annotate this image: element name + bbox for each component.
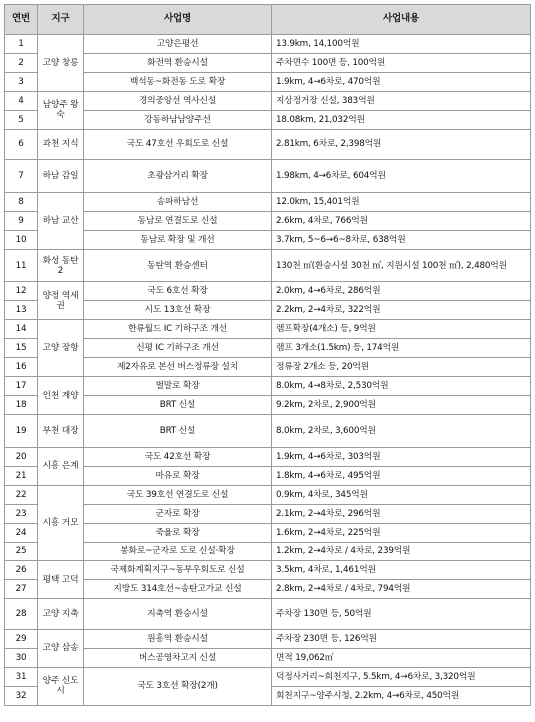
table-row xyxy=(5,667,531,686)
table-row xyxy=(5,542,531,561)
project-content-cell: 1.8km, 4→6차로, 495억원 xyxy=(272,466,531,485)
table-row xyxy=(5,339,531,358)
project-content-cell: 1.9km, 4→6차로, 470억원 xyxy=(272,72,531,91)
project-content-cell: 3.7km, 5~6→6~8차로, 638억원 xyxy=(272,230,531,249)
table-row xyxy=(5,466,531,485)
project-content-cell: 1.6km, 2→4차로, 225억원 xyxy=(272,523,531,542)
table-row xyxy=(5,415,531,448)
project-content-cell: 3.5km, 4차로, 1,461억원 xyxy=(272,561,531,580)
table-row xyxy=(5,230,531,249)
row-number: 6 xyxy=(5,129,38,160)
project-content-cell: 2.1km, 2→4차로, 296억원 xyxy=(272,504,531,523)
table-row xyxy=(5,301,531,320)
table-row xyxy=(5,447,531,466)
project-content-cell: 13.9km, 14,100억원 xyxy=(272,35,531,54)
table-row xyxy=(5,396,531,415)
project-name-cell: 지축역 환승시설 xyxy=(84,599,272,630)
project-name-cell: 원흥역 환승시설 xyxy=(84,629,272,648)
district-cell: 양주 신도시 xyxy=(38,667,84,705)
table-row xyxy=(5,129,531,160)
project-name-cell: 국제화계획지구~동부우회도로 신설 xyxy=(84,561,272,580)
row-number: 11 xyxy=(5,249,38,282)
row-number: 19 xyxy=(5,415,38,448)
row-number: 1 xyxy=(5,35,38,54)
table-row xyxy=(5,53,531,72)
row-number: 16 xyxy=(5,358,38,377)
header-district: 지구 xyxy=(38,5,84,35)
row-number: 17 xyxy=(5,377,38,396)
row-number: 10 xyxy=(5,230,38,249)
row-number: 30 xyxy=(5,648,38,667)
row-number: 22 xyxy=(5,485,38,504)
project-content-cell: 지상정거장 신설, 383억원 xyxy=(272,91,531,110)
table-row xyxy=(5,282,531,301)
project-name-cell: BRT 신설 xyxy=(84,415,272,448)
project-content-cell: 8.0km, 4→8차로, 2,530억원 xyxy=(272,377,531,396)
project-content-cell: 2.6km, 4차로, 766억원 xyxy=(272,211,531,230)
business-table xyxy=(4,4,531,706)
project-name-cell: 국도 42호선 확장 xyxy=(84,447,272,466)
district-cell: 하남 교산 xyxy=(38,192,84,249)
project-name-cell: 지방도 314호선~송탄고가교 신설 xyxy=(84,580,272,599)
project-content-cell: 주차장 230면 등, 126억원 xyxy=(272,629,531,648)
project-name-cell: BRT 신설 xyxy=(84,396,272,415)
project-name-cell: 제2자유로 본선 버스정류장 설치 xyxy=(84,358,272,377)
project-name-cell: 국도 6호선 확장 xyxy=(84,282,272,301)
table-row xyxy=(5,523,531,542)
project-name-cell: 버스공영차고지 신설 xyxy=(84,648,272,667)
project-name-cell: 백석동~화전동 도로 확장 xyxy=(84,72,272,91)
project-name-cell: 송파하남선 xyxy=(84,192,272,211)
project-name-cell: 동남로 확장 및 개선 xyxy=(84,230,272,249)
project-content-cell: 1.98km, 4→6차로, 604억원 xyxy=(272,160,531,193)
project-content-cell: 2.2km, 2→4차로, 322억원 xyxy=(272,301,531,320)
project-content-cell: 1.2km, 2→4차로 / 4차로, 239억원 xyxy=(272,542,531,561)
table-row xyxy=(5,485,531,504)
row-number: 12 xyxy=(5,282,38,301)
project-name-cell: 봉화로~군자로 도로 신설·확장 xyxy=(84,542,272,561)
project-content-cell: 0.9km, 4차로, 345억원 xyxy=(272,485,531,504)
row-number: 26 xyxy=(5,561,38,580)
row-number: 7 xyxy=(5,160,38,193)
project-name-cell: 마유로 확장 xyxy=(84,466,272,485)
row-number: 15 xyxy=(5,339,38,358)
project-content-cell: 12.0km, 15,401억원 xyxy=(272,192,531,211)
district-cell: 시흥 거모 xyxy=(38,485,84,561)
district-cell: 과천 지식 xyxy=(38,129,84,160)
header-row xyxy=(5,5,531,35)
project-name-cell: 초광삼거리 확장 xyxy=(84,160,272,193)
project-content-cell: 주차장 130면 등, 50억원 xyxy=(272,599,531,630)
project-content-cell: 1.9km, 4→6차로, 303억원 xyxy=(272,447,531,466)
project-name-cell: 죽율로 확장 xyxy=(84,523,272,542)
district-cell: 고양 지축 xyxy=(38,599,84,630)
table-row xyxy=(5,599,531,630)
row-number: 28 xyxy=(5,599,38,630)
table-row xyxy=(5,504,531,523)
district-cell: 화성 동탄2 xyxy=(38,249,84,282)
table-row xyxy=(5,561,531,580)
table-row xyxy=(5,211,531,230)
table-row xyxy=(5,249,531,282)
project-name-cell: 국도 47호선 우회도로 신설 xyxy=(84,129,272,160)
district-cell: 인천 계양 xyxy=(38,377,84,415)
table-row xyxy=(5,72,531,91)
project-name-cell: 화전역 환승시설 xyxy=(84,53,272,72)
row-number: 31 xyxy=(5,667,38,686)
district-cell: 고양 장항 xyxy=(38,320,84,377)
project-name-cell: 군자로 확장 xyxy=(84,504,272,523)
district-cell: 양정 역세권 xyxy=(38,282,84,320)
table-row xyxy=(5,160,531,193)
district-cell: 시흥 은계 xyxy=(38,447,84,485)
project-content-cell: 주차면수 100면 등, 100억원 xyxy=(272,53,531,72)
project-content-cell: 덕정사거리~회천지구, 5.5km, 4→6차로, 3,320억원 xyxy=(272,667,531,686)
project-content-cell: 회천지구~양주시청, 2.2km, 4→6차로, 450억원 xyxy=(272,686,531,705)
district-cell: 고양 창릉 xyxy=(38,35,84,92)
project-content-cell: 9.2km, 2차로, 2,900억원 xyxy=(272,396,531,415)
table-row xyxy=(5,110,531,129)
project-content-cell: 2.81km, 6차로, 2,398억원 xyxy=(272,129,531,160)
project-content-cell: 램프 3개소(1.5km) 등, 174억원 xyxy=(272,339,531,358)
table-row xyxy=(5,358,531,377)
table-row xyxy=(5,629,531,648)
row-number: 2 xyxy=(5,53,38,72)
project-content-cell: 정류장 2개소 등, 20억원 xyxy=(272,358,531,377)
district-cell: 하남 감일 xyxy=(38,160,84,193)
row-number: 24 xyxy=(5,523,38,542)
project-content-cell: 8.0km, 2차로, 3,600억원 xyxy=(272,415,531,448)
district-cell: 남양주 왕숙 xyxy=(38,91,84,129)
header-project-content: 사업내용 xyxy=(272,5,531,35)
project-name-cell: 동남로 연결도로 신설 xyxy=(84,211,272,230)
row-number: 32 xyxy=(5,686,38,705)
project-name-cell: 고양은평선 xyxy=(84,35,272,54)
row-number: 18 xyxy=(5,396,38,415)
project-name-cell: 동탄역 환승센터 xyxy=(84,249,272,282)
project-content-cell: 18.08km, 21,032억원 xyxy=(272,110,531,129)
table-header xyxy=(5,5,531,35)
project-name-cell: 한류월드 IC 기하구조 개선 xyxy=(84,320,272,339)
table-row xyxy=(5,648,531,667)
row-number: 23 xyxy=(5,504,38,523)
project-content-cell: 면적 19,062㎡ xyxy=(272,648,531,667)
project-content-cell: 2.8km, 2→4차로 / 4차로, 794억원 xyxy=(272,580,531,599)
row-number: 4 xyxy=(5,91,38,110)
project-content-cell: 램프확장(4개소) 등, 9억원 xyxy=(272,320,531,339)
row-number: 14 xyxy=(5,320,38,339)
table-row xyxy=(5,192,531,211)
project-name-cell: 국도 3호선 확장(2개) xyxy=(84,667,272,705)
district-cell: 부천 대장 xyxy=(38,415,84,448)
project-name-cell: 강동하남남양주선 xyxy=(84,110,272,129)
project-content-cell: 2.0km, 4→6차로, 286억원 xyxy=(272,282,531,301)
table-row xyxy=(5,320,531,339)
table-row xyxy=(5,35,531,54)
district-cell: 고양 삼송 xyxy=(38,629,84,667)
row-number: 13 xyxy=(5,301,38,320)
project-name-cell: 경의중앙선 역사신설 xyxy=(84,91,272,110)
row-number: 27 xyxy=(5,580,38,599)
row-number: 9 xyxy=(5,211,38,230)
row-number: 8 xyxy=(5,192,38,211)
row-number: 25 xyxy=(5,542,38,561)
row-number: 21 xyxy=(5,466,38,485)
project-name-cell: 국도 39호선 연결도로 신설 xyxy=(84,485,272,504)
project-name-cell: 신평 IC 기하구조 개선 xyxy=(84,339,272,358)
project-content-cell: 130천 ㎡(환승시설 30천 ㎡, 지원시설 100천 ㎡), 2,480억원 xyxy=(272,249,531,282)
header-no: 연번 xyxy=(5,5,38,35)
table-row xyxy=(5,580,531,599)
table-row xyxy=(5,91,531,110)
district-cell: 평택 고덕 xyxy=(38,561,84,599)
project-name-cell: 시도 13호선 확장 xyxy=(84,301,272,320)
table-body xyxy=(5,35,531,706)
row-number: 3 xyxy=(5,72,38,91)
project-name-cell: 벌말로 확장 xyxy=(84,377,272,396)
row-number: 5 xyxy=(5,110,38,129)
row-number: 29 xyxy=(5,629,38,648)
row-number: 20 xyxy=(5,447,38,466)
table-row xyxy=(5,377,531,396)
header-project-name: 사업명 xyxy=(84,5,272,35)
